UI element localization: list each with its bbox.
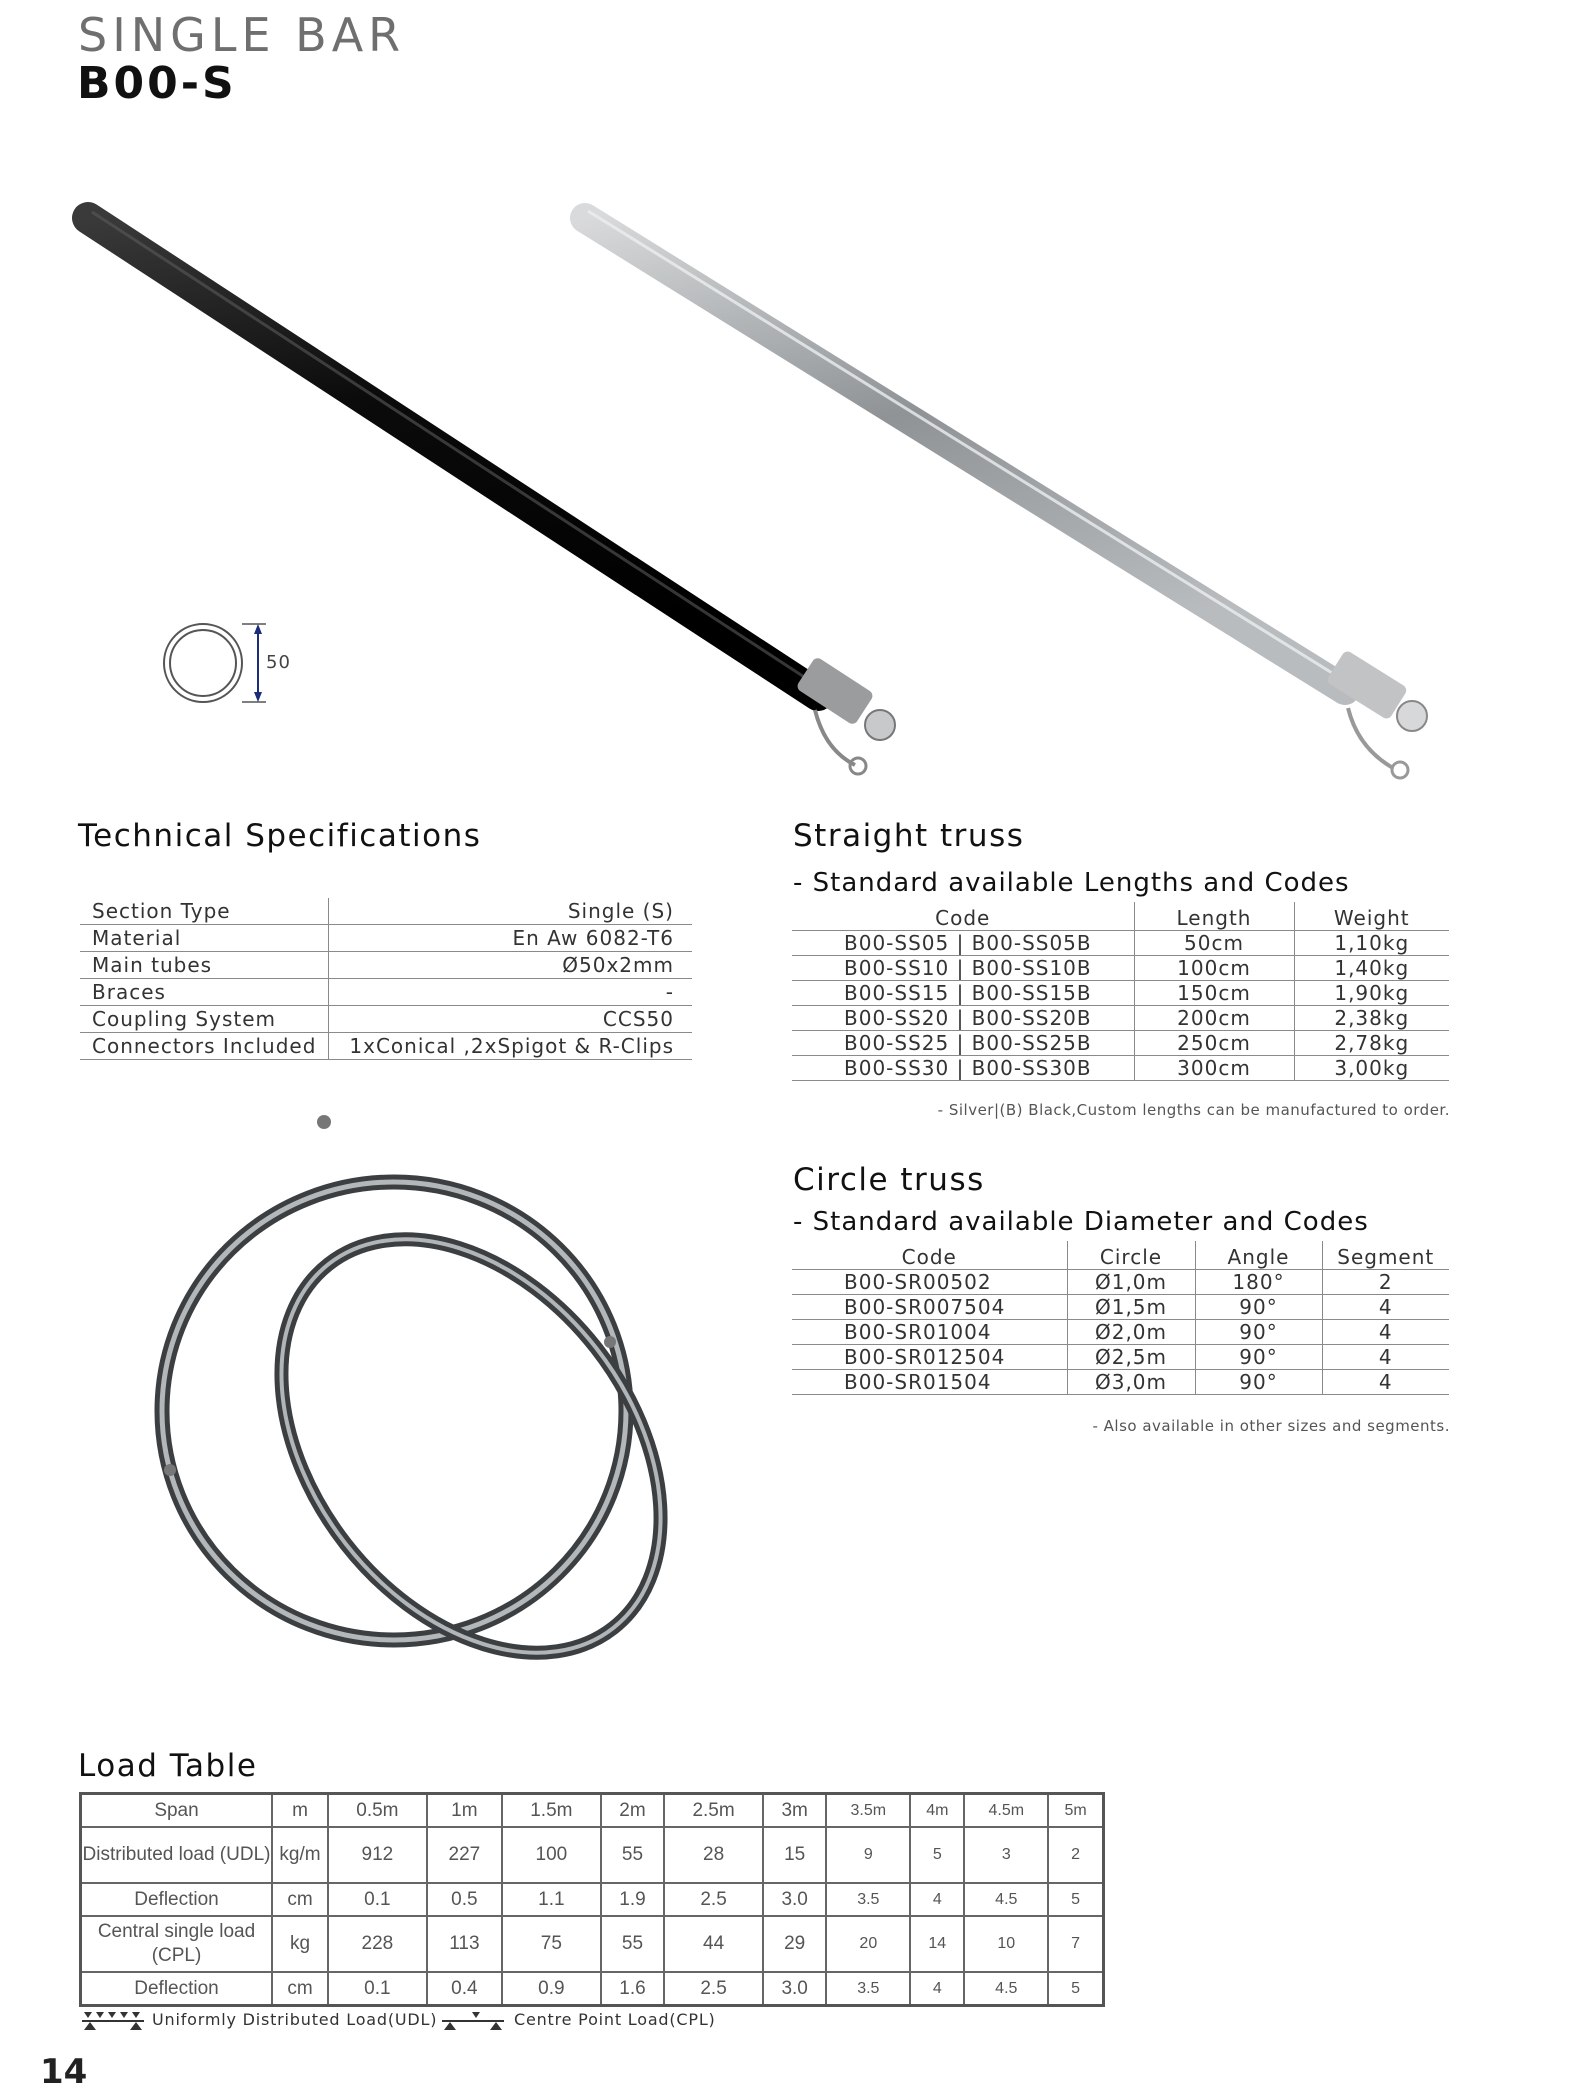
value-cell: 1.9 [601, 1883, 664, 1916]
circle-truss-heading: Circle truss [793, 1162, 985, 1198]
value-cell: 90° [1195, 1320, 1322, 1345]
column-header: Length [1134, 902, 1294, 931]
table-row [80, 979, 692, 1006]
tech-specs-table [80, 898, 692, 1060]
straight-truss-heading: Straight truss [793, 818, 1025, 854]
code-cell: B00-SR01004 [792, 1320, 1067, 1345]
spec-label: Section Type [80, 898, 329, 925]
circle-truss-photo [70, 1090, 730, 1750]
value-cell: 4.5 [964, 1883, 1048, 1916]
value-cell: 2.5m [664, 1794, 763, 1828]
value-cell: 20 [826, 1916, 910, 1972]
value-cell: 90° [1195, 1370, 1322, 1395]
value-cell: 2.5 [664, 1972, 763, 2006]
cpl-legend-label: Centre Point Load(CPL) [514, 2010, 716, 2029]
table-row [792, 1320, 1449, 1345]
value-cell: 5m [1048, 1794, 1103, 1828]
value-cell: 250cm [1134, 1031, 1294, 1056]
circle-truss-note: - Also available in other sizes and segments. [1092, 1417, 1450, 1435]
value-cell: 3.0 [763, 1972, 826, 2006]
value-cell: 4.5m [964, 1794, 1048, 1828]
table-row [80, 1006, 692, 1033]
value-cell: 1,10kg [1294, 931, 1449, 956]
value-cell: Ø2,5m [1067, 1345, 1195, 1370]
value-cell: Ø1,5m [1067, 1295, 1195, 1320]
value-cell: 29 [763, 1916, 826, 1972]
value-cell: 5 [910, 1827, 964, 1883]
value-cell: 227 [427, 1827, 502, 1883]
code-cell: B00-SR01504 [792, 1370, 1067, 1395]
table-row [792, 1031, 1449, 1056]
load-table [79, 1792, 1105, 2007]
value-cell: 2m [601, 1794, 664, 1828]
unit-cell: kg/m [272, 1827, 328, 1883]
column-header: Weight [1294, 902, 1449, 931]
value-cell: 1m [427, 1794, 502, 1828]
value-cell: 0.1 [328, 1972, 427, 2006]
column-header: Code [792, 1241, 1067, 1270]
value-cell: 2 [1322, 1270, 1449, 1295]
row-label: Deflection [81, 1883, 273, 1916]
row-label: Central single load (CPL) [81, 1916, 273, 1972]
table-row [81, 1916, 1104, 1972]
spec-value: Single (S) [329, 898, 692, 925]
value-cell: 0.4 [427, 1972, 502, 2006]
table-row [792, 1295, 1449, 1320]
value-cell: 300cm [1134, 1056, 1294, 1081]
value-cell: 0.9 [502, 1972, 601, 2006]
spec-label: Main tubes [80, 952, 329, 979]
spec-value: En Aw 6082-T6 [329, 925, 692, 952]
table-row [80, 925, 692, 952]
value-cell: 1,90kg [1294, 981, 1449, 1006]
table-row [81, 1883, 1104, 1916]
diameter-label: 50 [266, 652, 291, 673]
value-cell: 0.5 [427, 1883, 502, 1916]
value-cell: 3.5m [826, 1794, 910, 1828]
cpl-symbol-icon [440, 2010, 512, 2032]
table-row [792, 1006, 1449, 1031]
value-cell: 3,00kg [1294, 1056, 1449, 1081]
value-cell: 5 [1048, 1883, 1103, 1916]
value-cell: 10 [964, 1916, 1048, 1972]
code-cell: B00-SS10 | B00-SS10B [792, 956, 1134, 981]
column-header: Angle [1195, 1241, 1322, 1270]
value-cell: 9 [826, 1827, 910, 1883]
code-cell: B00-SS05 | B00-SS05B [792, 931, 1134, 956]
table-row [792, 1370, 1449, 1395]
value-cell: 90° [1195, 1295, 1322, 1320]
code-cell: B00-SS30 | B00-SS30B [792, 1056, 1134, 1081]
value-cell: Ø1,0m [1067, 1270, 1195, 1295]
page-title: SINGLE BAR [78, 8, 406, 62]
value-cell: 4 [1322, 1320, 1449, 1345]
value-cell: 2,38kg [1294, 1006, 1449, 1031]
value-cell: 75 [502, 1916, 601, 1972]
udl-legend-label: Uniformly Distributed Load(UDL) [152, 2010, 438, 2029]
code-cell: B00-SS25 | B00-SS25B [792, 1031, 1134, 1056]
value-cell: 4m [910, 1794, 964, 1828]
unit-cell: cm [272, 1972, 328, 2006]
load-table-heading: Load Table [78, 1748, 258, 1784]
straight-truss-subheading: - Standard available Lengths and Codes [793, 868, 1350, 898]
value-cell: 3.0 [763, 1883, 826, 1916]
table-row [80, 1033, 692, 1060]
udl-symbol-icon [80, 2010, 152, 2032]
table-row [80, 952, 692, 979]
code-cell: B00-SR007504 [792, 1295, 1067, 1320]
table-row [792, 1270, 1449, 1295]
value-cell: 4 [1322, 1370, 1449, 1395]
table-row [792, 1056, 1449, 1081]
spec-label: Connectors Included [80, 1033, 329, 1060]
value-cell: 100 [502, 1827, 601, 1883]
spec-label: Braces [80, 979, 329, 1006]
value-cell: Ø2,0m [1067, 1320, 1195, 1345]
table-row [80, 898, 692, 925]
value-cell: 912 [328, 1827, 427, 1883]
value-cell: 100cm [1134, 956, 1294, 981]
straight-truss-note: - Silver|(B) Black,Custom lengths can be manufactured to order. [937, 1101, 1450, 1119]
spec-label: Material [80, 925, 329, 952]
value-cell: 2 [1048, 1827, 1103, 1883]
spec-value: CCS50 [329, 1006, 692, 1033]
value-cell: 15 [763, 1827, 826, 1883]
value-cell: 1.1 [502, 1883, 601, 1916]
value-cell: 180° [1195, 1270, 1322, 1295]
table-row [792, 931, 1449, 956]
table-row [792, 981, 1449, 1006]
unit-cell: kg [272, 1916, 328, 1972]
table-row [81, 1794, 1104, 1828]
value-cell: 1,40kg [1294, 956, 1449, 981]
value-cell: 7 [1048, 1916, 1103, 1972]
tech-specs-heading: Technical Specifications [78, 818, 482, 854]
code-cell: B00-SS20 | B00-SS20B [792, 1006, 1134, 1031]
row-label: Span [81, 1794, 273, 1828]
table-row [792, 1345, 1449, 1370]
table-row [81, 1827, 1104, 1883]
value-cell: 3.5 [826, 1972, 910, 2006]
product-code: B00-S [77, 58, 237, 109]
row-label: Deflection [81, 1972, 273, 2006]
value-cell: 3 [964, 1827, 1048, 1883]
spec-value: 1xConical ,2xSpigot & R-Clips [329, 1033, 692, 1060]
value-cell: 1.6 [601, 1972, 664, 2006]
value-cell: 3m [763, 1794, 826, 1828]
straight-truss-table [792, 902, 1449, 1081]
circle-truss-subheading: - Standard available Diameter and Codes [793, 1207, 1369, 1237]
value-cell: 200cm [1134, 1006, 1294, 1031]
value-cell: 4 [910, 1883, 964, 1916]
silver-bar [585, 211, 1427, 778]
value-cell: 1.5m [502, 1794, 601, 1828]
unit-cell: m [272, 1794, 328, 1828]
value-cell: 55 [601, 1916, 664, 1972]
table-row [792, 956, 1449, 981]
value-cell: 90° [1195, 1345, 1322, 1370]
value-cell: 4 [1322, 1295, 1449, 1320]
value-cell: 0.5m [328, 1794, 427, 1828]
spec-value: Ø50x2mm [329, 952, 692, 979]
value-cell: 4.5 [964, 1972, 1048, 2006]
value-cell: 3.5 [826, 1883, 910, 1916]
value-cell: 44 [664, 1916, 763, 1972]
value-cell: 4 [910, 1972, 964, 2006]
code-cell: B00-SS15 | B00-SS15B [792, 981, 1134, 1006]
column-header: Segment [1322, 1241, 1449, 1270]
value-cell: 0.1 [328, 1883, 427, 1916]
row-label: Distributed load (UDL) [81, 1827, 273, 1883]
column-header: Code [792, 902, 1134, 931]
value-cell: 55 [601, 1827, 664, 1883]
page-number: 14 [40, 2052, 88, 2092]
spec-value: - [329, 979, 692, 1006]
spec-label: Coupling System [80, 1006, 329, 1033]
value-cell: 113 [427, 1916, 502, 1972]
value-cell: 228 [328, 1916, 427, 1972]
column-header: Circle [1067, 1241, 1195, 1270]
table-row [81, 1972, 1104, 2006]
value-cell: 150cm [1134, 981, 1294, 1006]
value-cell: 5 [1048, 1972, 1103, 2006]
code-cell: B00-SR012504 [792, 1345, 1067, 1370]
value-cell: Ø3,0m [1067, 1370, 1195, 1395]
value-cell: 14 [910, 1916, 964, 1972]
code-cell: B00-SR00502 [792, 1270, 1067, 1295]
unit-cell: cm [272, 1883, 328, 1916]
value-cell: 2.5 [664, 1883, 763, 1916]
value-cell: 2,78kg [1294, 1031, 1449, 1056]
value-cell: 28 [664, 1827, 763, 1883]
value-cell: 4 [1322, 1345, 1449, 1370]
circle-truss-table [792, 1241, 1449, 1395]
value-cell: 50cm [1134, 931, 1294, 956]
